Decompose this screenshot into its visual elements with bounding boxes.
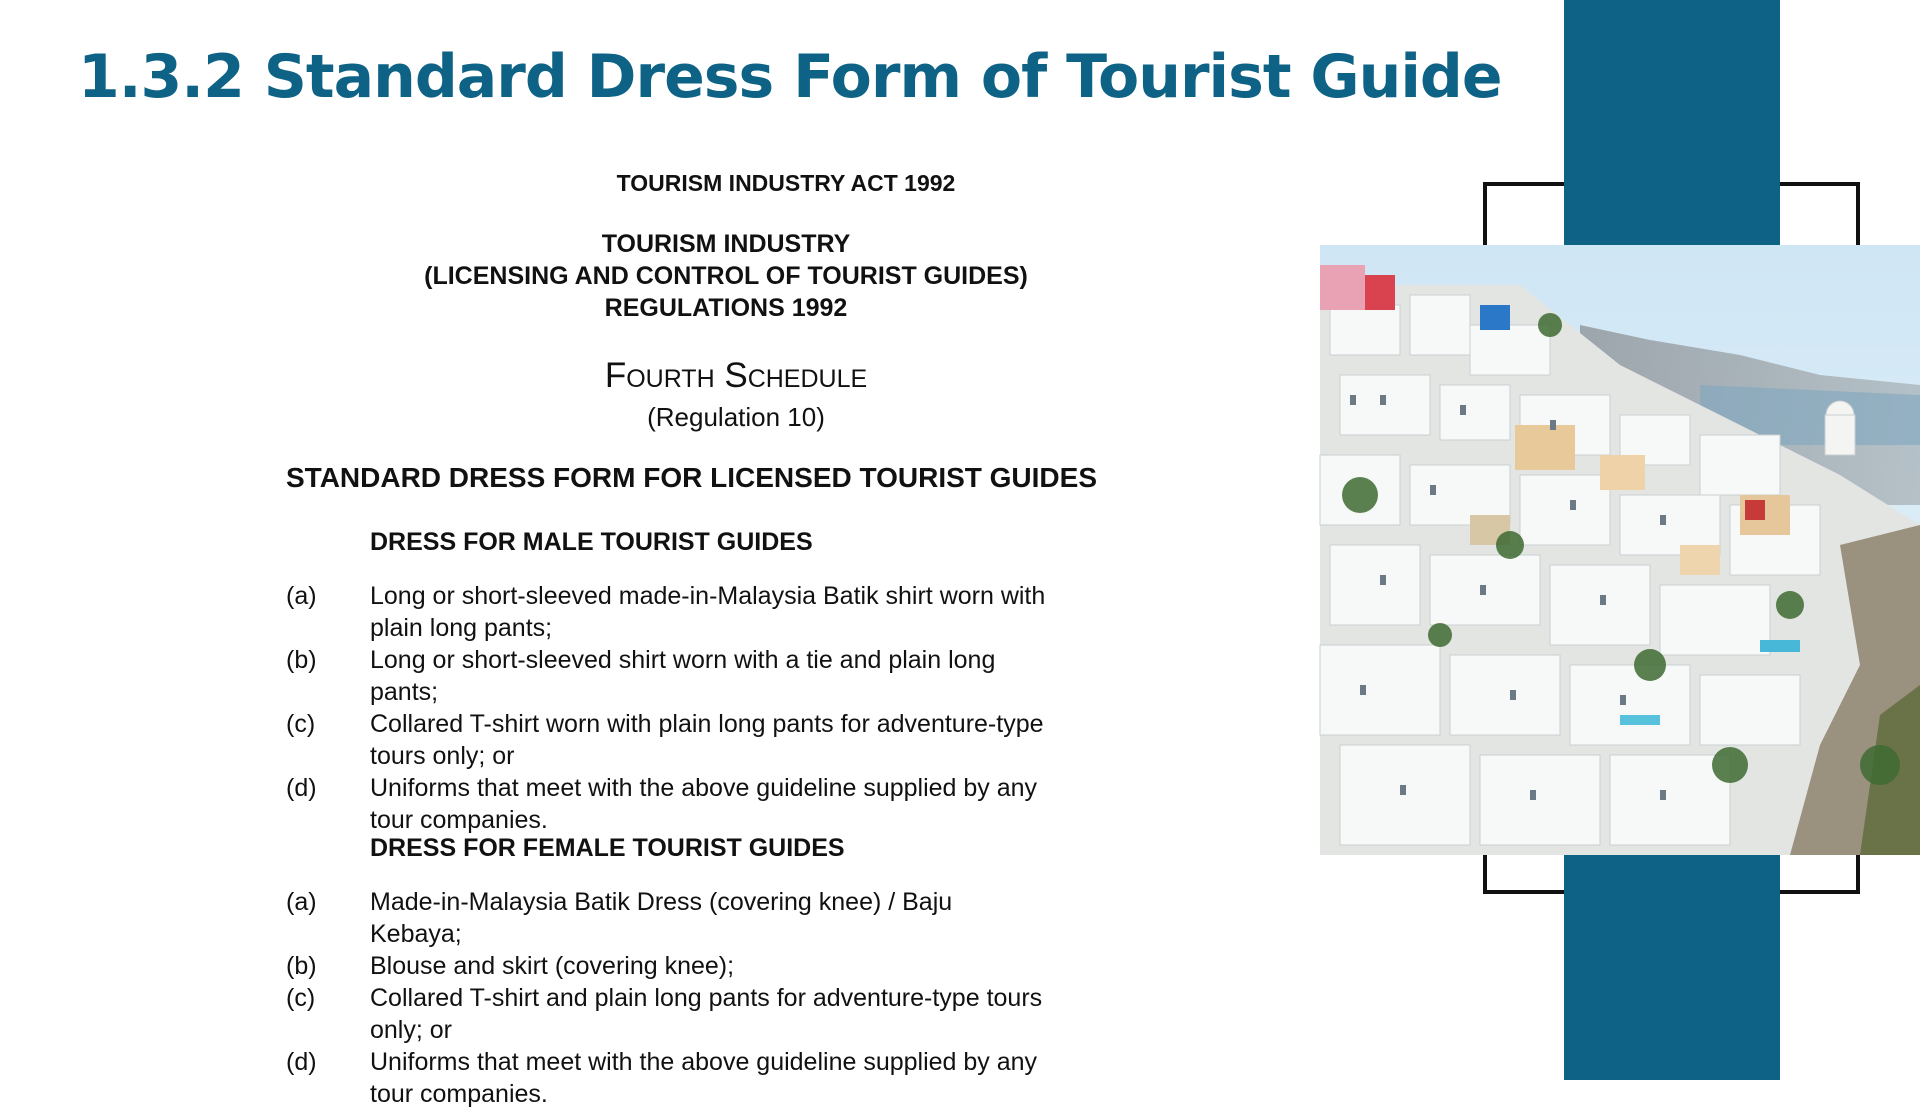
item-text: Long or short-sleeved made-in-Malaysia Batik shirt worn with plain long pants; xyxy=(370,582,1046,642)
accent-bar-top xyxy=(1564,0,1780,245)
item-text: Collared T-shirt and plain long pants for adventure-type tours only; or xyxy=(370,984,1043,1044)
list-item xyxy=(286,644,1286,708)
item-text: Collared T-shirt worn with plain long pants for adventure-type tours only; or xyxy=(370,710,1044,770)
item-label: (b) xyxy=(286,952,317,980)
main-heading: STANDARD DRESS FORM FOR LICENSED TOURIST GUIDES xyxy=(286,462,1098,493)
item-text: Long or short-sleeved shirt worn with a tie and plain long pants; xyxy=(370,646,996,706)
list-item xyxy=(286,580,1286,644)
list-item xyxy=(286,708,1286,772)
list-item xyxy=(286,950,1286,982)
schedule-title: Fourth Schedule xyxy=(604,356,868,395)
item-text: Uniforms that meet with the above guideline supplied by any tour companies. xyxy=(370,1048,1038,1108)
item-label: (c) xyxy=(286,984,316,1012)
regulations-title-line: TOURISM INDUSTRY xyxy=(601,230,851,258)
list-item xyxy=(286,772,1286,836)
male-heading: DRESS FOR MALE TOURIST GUIDES xyxy=(370,528,813,556)
item-label: (d) xyxy=(286,1048,317,1076)
regulations-title-line: (LICENSING AND CONTROL OF TOURIST GUIDES) xyxy=(424,262,1028,290)
list-item xyxy=(286,1046,1286,1110)
item-label: (a) xyxy=(286,582,317,610)
item-text: Uniforms that meet with the above guideline supplied by any tour companies. xyxy=(370,774,1038,834)
item-text: Blouse and skirt (covering knee); xyxy=(370,952,735,980)
item-text: Made-in-Malaysia Batik Dress (covering knee) / Baju Kebaya; xyxy=(370,888,953,948)
item-label: (c) xyxy=(286,710,316,738)
item-label: (a) xyxy=(286,888,317,916)
list-item xyxy=(286,886,1286,950)
regulation-reference: (Regulation 10) xyxy=(647,402,825,432)
female-heading: DRESS FOR FEMALE TOURIST GUIDES xyxy=(370,834,845,862)
regulations-title xyxy=(416,228,1036,324)
item-label: (b) xyxy=(286,646,317,674)
male-dress-list xyxy=(286,580,1286,836)
regulations-title-line: REGULATIONS 1992 xyxy=(604,294,848,322)
item-label: (d) xyxy=(286,774,317,802)
santorini-photo xyxy=(1320,245,1920,855)
female-dress-list xyxy=(286,886,1286,1110)
slide-title: 1.3.2 Standard Dress Form of Tourist Guide xyxy=(78,42,1502,112)
list-item xyxy=(286,982,1286,1046)
act-title: TOURISM INDUSTRY ACT 1992 xyxy=(616,170,956,196)
accent-bar-bottom xyxy=(1564,855,1780,1080)
